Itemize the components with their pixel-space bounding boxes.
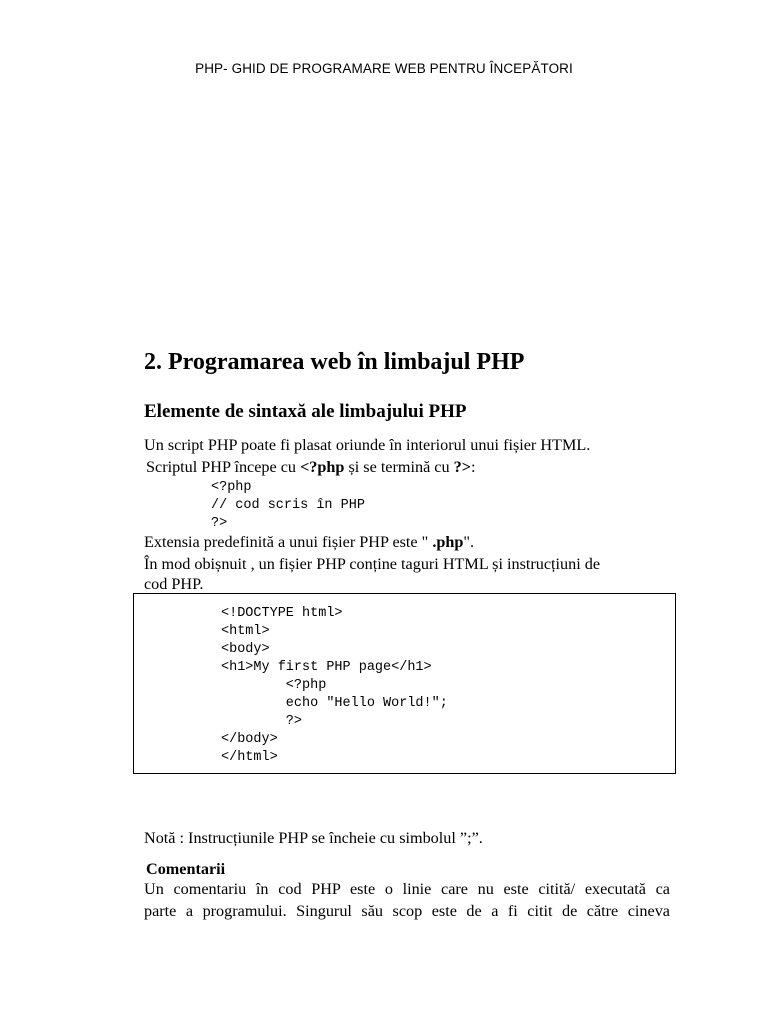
extension-text-c: ". [463, 533, 475, 551]
example-code-line-4: <h1>My first PHP page</h1> [221, 660, 432, 675]
example-code-line-8: </body> [221, 732, 278, 747]
example-code-line-2: <html> [221, 624, 270, 639]
example-code-line-1: <!DOCTYPE html> [221, 606, 343, 621]
php-close-tag: ?> [453, 458, 471, 476]
intro-text-c: și se termină cu [344, 458, 454, 476]
syntax-code-line-3: ?> [211, 516, 228, 531]
php-open-tag: <?php [300, 458, 345, 476]
syntax-code-line-1: <?php [211, 480, 252, 495]
example-code-line-3: <body> [221, 642, 270, 657]
extension-text-a: Extensia predefinită a unui fișier PHP este " [144, 533, 433, 551]
usual-line-1: În mod obișnuit , un fișier PHP conține taguri HTML și instrucțiuni de [144, 555, 601, 573]
intro-text-e: : [470, 458, 476, 476]
intro-line-2 [146, 458, 475, 477]
example-code-line-6: echo "Hello World!"; [221, 696, 448, 711]
comments-line-2: parte a programului. Singurul său scop este de a fi citit de către cineva [144, 902, 670, 920]
comments-line-1: Un comentariu în cod PHP este o linie care nu este citită/ executată ca [144, 880, 670, 898]
running-header: PHP- GHID DE PROGRAMARE WEB PENTRU ÎNCEPĂTORI [195, 61, 573, 76]
section-title: Elemente de sintaxă ale limbajului PHP [144, 401, 467, 422]
syntax-code-line-2: // cod scris în PHP [211, 498, 365, 513]
chapter-title: 2. Programarea web în limbajul PHP [144, 349, 525, 375]
extension-line [144, 533, 474, 552]
example-code-line-7: ?> [221, 714, 303, 729]
php-extension: .php [432, 533, 464, 551]
example-code-line-5: <?php [221, 678, 327, 693]
example-code-box [133, 593, 676, 774]
intro-text-a: Scriptul PHP începe cu [146, 458, 301, 476]
comments-title: Comentarii [146, 860, 226, 878]
example-code-line-9: </html> [221, 750, 278, 765]
note-line: Notă : Instrucțiunile PHP se încheie cu simbolul ”;”. [144, 829, 483, 847]
usual-line-2: cod PHP. [144, 575, 204, 593]
intro-line-1: Un script PHP poate fi plasat oriunde în interiorul unui fișier HTML. [144, 436, 591, 454]
